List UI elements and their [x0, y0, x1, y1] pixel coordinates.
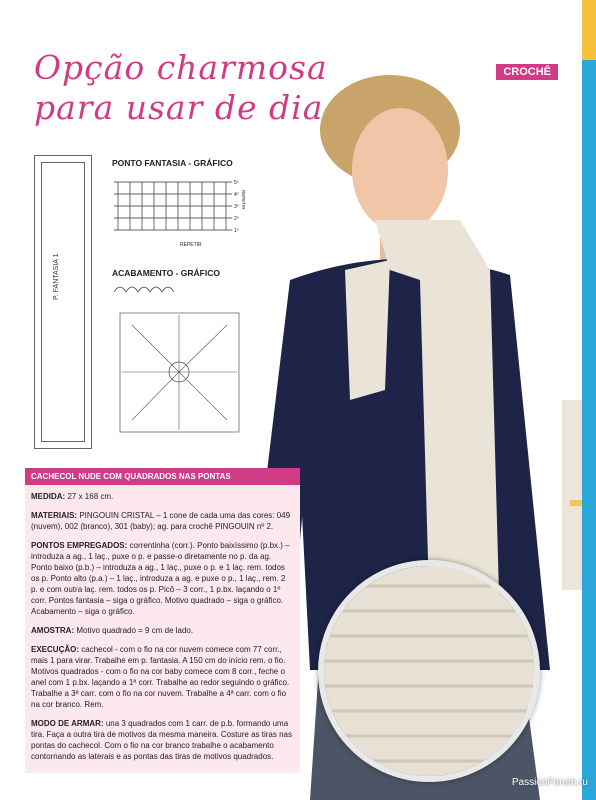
medida-label: MEDIDA:	[31, 492, 66, 501]
acabamento-title: ACABAMENTO - GRÁFICO	[112, 268, 220, 278]
amostra-paragraph	[31, 625, 294, 636]
page-title	[34, 48, 334, 128]
pontos-paragraph	[31, 540, 294, 617]
acabamento-chart	[112, 280, 247, 298]
strip-label: P. FANTASIA 1	[53, 253, 60, 300]
motivo-quadrado-chart	[112, 305, 247, 440]
row-label-4: 4º	[234, 192, 239, 198]
side-color-bar	[582, 0, 596, 800]
pontos-text: correntinha (corr.). Ponto baixíssimo (p.bx.) – introduza a ag., 1 laç., puxe o p. e passe-o diretamente no p. da ag. Ponto baixo (p.b.) – introduza a ag., 1 laç., puxe o p. e 1 laç. rem. todos os p. Ponto alto (p.a.) – 1 laç., introduza a ag. e puxe o p., 1 laç., rem. 2 p. e com outra laç. rem. todos os p. Picô – 3 corr., 1 p.bx. laçando o 1º corr. Pontos fantasia – siga o gráfico. Motivo quadrado – siga o gráfico. Acabamento – siga o gráfico.	[31, 541, 290, 616]
repetir-vertical-label: REPETIR	[241, 190, 246, 210]
scarf-strip-diagram	[34, 155, 92, 449]
medida-paragraph	[31, 491, 294, 502]
modo-text: una 3 quadrados com 1 carr. de p.b. formando uma tira. Faça a outra tira de motivos da mesma maneira. Costure as tiras nas pontas do cachecol. Com o fio na cor branco trabalhe o acabamento contornando as laterais e as pontas das tiras de motivos quadrados.	[31, 719, 292, 761]
amostra-text: Motivo quadrado = 9 cm de lado.	[76, 626, 194, 635]
row-label-1: 1º	[234, 228, 239, 234]
info-header: CACHECOL NUDE COM QUADRADOS NAS PONTAS	[25, 468, 300, 485]
execucao-text: cachecol - com o fio na cor nuvem comece com 77 corr., mais 1 para virar. Trabalhe em p. fantasia. A 150 cm do início rem. o fio. Motivos quadrados - com o fio na cor baby comece com 8 corr., feche o anel com 1 p.bx. laçando a 1ª corr. Trabalhe ao redor seguindo o gráfico. Trabalhe a 3ª carr. com o fio na cor nuvem. Trabalhe a 4ª carr. com o fio na cor branco. Rem.	[31, 645, 290, 709]
row-label-2: 2º	[234, 216, 239, 222]
pattern-info-box	[25, 468, 300, 773]
repetir-horizontal-label: REPETIR	[180, 242, 202, 248]
ponto-fantasia-chart	[102, 172, 252, 250]
section-tag: CROCHÊ	[496, 64, 558, 80]
page-title-line-1: Opção charmosa	[34, 48, 328, 87]
amostra-label: AMOSTRA:	[31, 626, 75, 635]
scarf-detail-magnifier	[318, 560, 540, 782]
modo-label: MODO DE ARMAR:	[31, 719, 104, 728]
ponto-fantasia-title: PONTO FANTASIA - GRÁFICO	[112, 158, 233, 168]
execucao-paragraph	[31, 644, 294, 710]
row-label-3: 3º	[234, 204, 239, 210]
modo-paragraph	[31, 718, 294, 762]
materiais-label: MATERIAIS:	[31, 511, 78, 520]
pontos-label: PONTOS EMPREGADOS:	[31, 541, 128, 550]
row-label-5: 5º	[234, 180, 239, 186]
side-color-bar-top	[582, 0, 596, 60]
execucao-label: EXECUÇÃO:	[31, 645, 80, 654]
scarf-strip-inner	[41, 162, 85, 442]
watermark: PassionForum.ru	[511, 777, 588, 788]
medida-text: 27 x 168 cm.	[67, 492, 114, 501]
page-title-line-2: para usar de dia	[34, 88, 324, 127]
info-body	[25, 485, 300, 776]
materiais-text: PINGOUIN CRISTAL – 1 cone de cada uma das cores: 049 (nuvem), 002 (branco), 301 (baby); ag. para crochê PINGOUIN nº 2.	[31, 511, 291, 531]
materiais-paragraph	[31, 510, 294, 532]
